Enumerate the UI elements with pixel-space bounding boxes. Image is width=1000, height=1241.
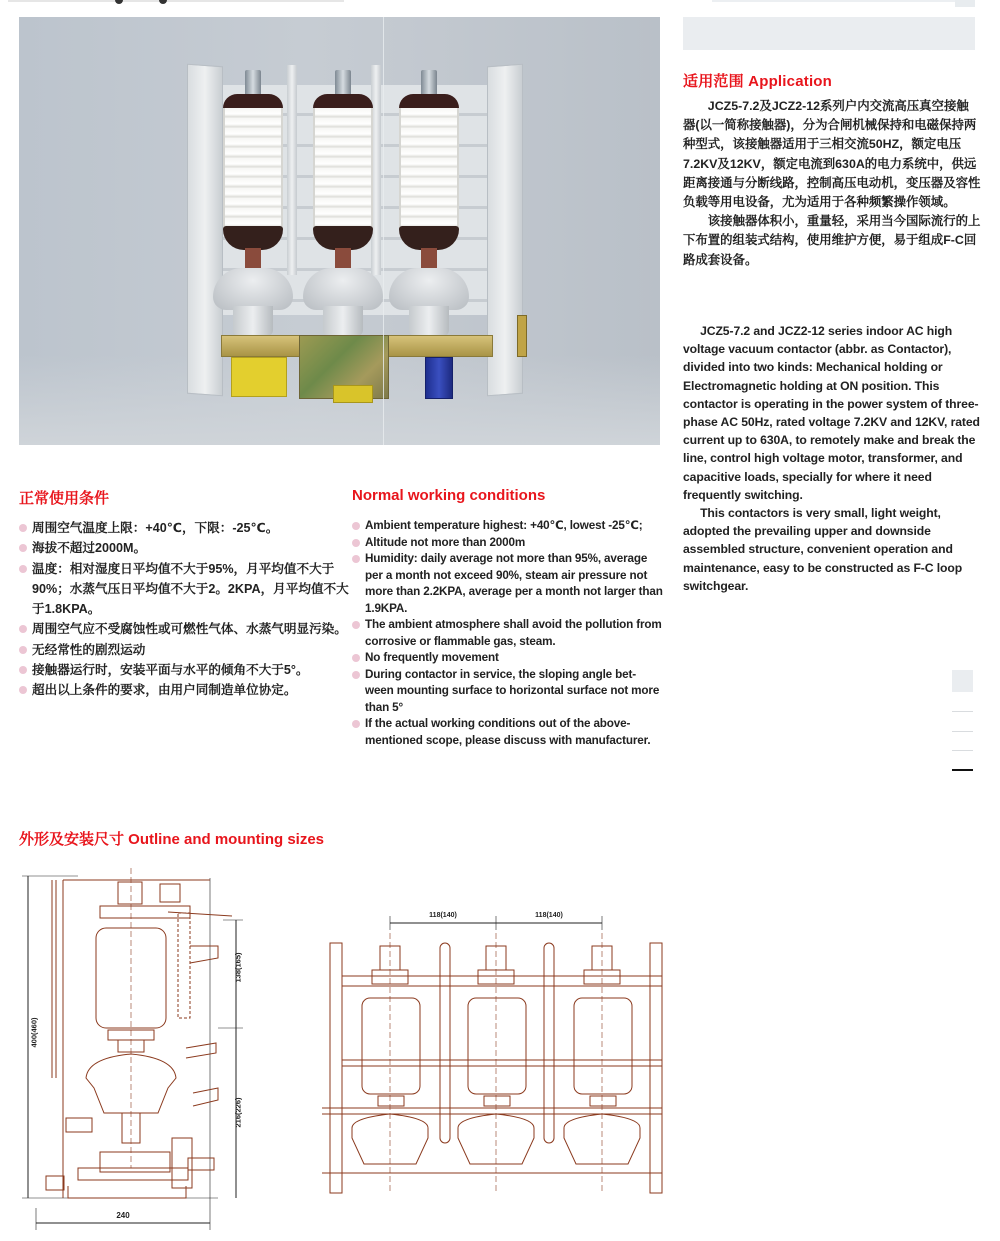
- list-item: 无经常性的剧烈运动: [19, 640, 349, 660]
- list-item: If the actual working conditions out of the above-mentioned scope, please discuss with manufacturer.: [352, 716, 664, 749]
- page-nav-marker-active[interactable]: [952, 769, 973, 771]
- list-item: 接触器运行时，安装平面与水平的倾角不大于5°。: [19, 660, 349, 680]
- side-handle: [517, 315, 527, 357]
- bullet-dot-icon: [19, 544, 27, 552]
- list-item: 周围空气温度上限：+40℃，下限：-25℃。: [19, 518, 349, 538]
- bullet-dot-icon: [19, 524, 27, 532]
- yellow-bracket: [231, 357, 287, 397]
- header-grey-box: [683, 17, 975, 50]
- list-item: Altitude not more than 2000m: [352, 535, 664, 552]
- page-seam: [383, 17, 384, 445]
- bullet-dot-icon: [19, 686, 27, 694]
- top-edge-bolt: [115, 0, 123, 4]
- application-zh-paragraph: 该接触器体积小，重量轻，采用当今国际流行的上下布置的组装式结构，使用维护方便，易于组成F-C回路成套设备。: [683, 214, 981, 267]
- dim-upper-height: 138(165): [233, 952, 243, 983]
- dim-pitch-1: 118(140): [429, 912, 457, 919]
- bullet-dot-icon: [19, 646, 27, 654]
- list-item: During contactor in service, the sloping angle bet-ween mounting surface to horizontal surface not more than 5°: [352, 667, 664, 717]
- list-item: 超出以上条件的要求，由用户同制造单位协定。: [19, 680, 349, 700]
- dim-total-height: 400(460): [29, 1017, 39, 1048]
- page-nav-marker[interactable]: [952, 731, 973, 732]
- side-view-drawing: [18, 868, 268, 1238]
- conditions-list-zh: [19, 518, 349, 701]
- application-zh-paragraph: JCZ5-7.2及JCZ2-12系列户内交流高压真空接触器(以一简称接触器)，分为合闸机械保持和电磁保持两种型式，该接触器适用于三相交流50HZ，额定电压7.2KV及12KV，额定电流到630A的电力系统中，供远距离接通与分断线路，控制高压电动机，变压器及容性负载等用电设备，尤为适用于各种频繁操作领域。: [683, 99, 981, 210]
- dim-width: 240: [116, 1211, 130, 1220]
- top-edge-bolt: [159, 0, 167, 4]
- top-right-edge: [712, 0, 970, 2]
- bullet-dot-icon: [352, 555, 360, 563]
- vacuum-interrupter-pole: [211, 70, 295, 310]
- front-view-drawing: [322, 908, 672, 1208]
- page-nav-marker[interactable]: [952, 750, 973, 751]
- page-nav-box[interactable]: [952, 670, 973, 692]
- application-text-zh: [683, 97, 981, 270]
- outline-heading: 外形及安装尺寸 Outline and mounting sizes: [19, 831, 325, 848]
- list-item: 海拔不超过2000M。: [19, 538, 349, 558]
- vacuum-interrupter-pole: [301, 70, 385, 310]
- application-heading: 适用范围 Application: [683, 73, 833, 90]
- list-item: The ambient atmosphere shall avoid the pollution from corrosive or flammable gas, steam.: [352, 617, 664, 650]
- bullet-dot-icon: [352, 621, 360, 629]
- dim-pitch-2: 118(140): [535, 912, 563, 919]
- list-item: 周围空气应不受腐蚀性或可燃性气体、水蒸气明显污染。: [19, 619, 349, 639]
- bullet-dot-icon: [352, 522, 360, 530]
- product-photo: [19, 17, 660, 445]
- top-right-tab: [955, 0, 975, 7]
- conditions-list-en: [352, 518, 664, 749]
- list-item: Ambient temperature highest: +40℃, lowest -25℃;: [352, 518, 664, 535]
- bullet-dot-icon: [19, 666, 27, 674]
- yellow-foot: [333, 385, 373, 403]
- bullet-dot-icon: [19, 565, 27, 573]
- list-item: 温度：相对湿度日平均值不大于95%，月平均值不大于90%；水蒸气压日平均值不大于2。2KPA，月平均值不大于1.8KPA。: [19, 559, 349, 620]
- dim-lower-height: 216(226): [233, 1097, 243, 1128]
- auxiliary-switch: [425, 357, 453, 399]
- list-item: Humidity: daily average not more than 95%, average per a month not exceed 90%, steam air pressure not more than 2.2KPA, average per a month not larger than 1.9KPA.: [352, 551, 664, 617]
- bullet-dot-icon: [352, 654, 360, 662]
- application-en-paragraph: This contactors is very small, light weight, adopted the prevailing upper and downside assembled structure, convenient operation and maintenance, easy to be constructed as F-C loop switchgear.: [683, 506, 963, 593]
- application-text-en: [683, 322, 981, 595]
- bullet-dot-icon: [352, 539, 360, 547]
- bullet-dot-icon: [352, 720, 360, 728]
- vacuum-interrupter-pole: [387, 70, 471, 310]
- contactor-illustration: [187, 65, 523, 399]
- bullet-dot-icon: [352, 671, 360, 679]
- conditions-heading-en: Normal working conditions: [352, 487, 546, 504]
- page-nav-marker[interactable]: [952, 711, 973, 712]
- application-en-paragraph: JCZ5-7.2 and JCZ2-12 series indoor AC high voltage vacuum contactor (abbr. as Contactor), divided into two kinds: Mechanical holding or Electromagnetic holding at ON position. This contactor is operating in the power system of three-phase AC 50Hz, rated voltage 7.2KV and 12KV, rated current up to 630A, to remotely make and break the line, control high voltage motor, transformer, and capacitive loads, specially for where it need frequently switching.: [683, 324, 980, 502]
- conditions-heading-zh: 正常使用条件: [19, 490, 110, 507]
- bullet-dot-icon: [19, 625, 27, 633]
- list-item: No frequently movement: [352, 650, 664, 667]
- top-edge-strip: [8, 0, 344, 2]
